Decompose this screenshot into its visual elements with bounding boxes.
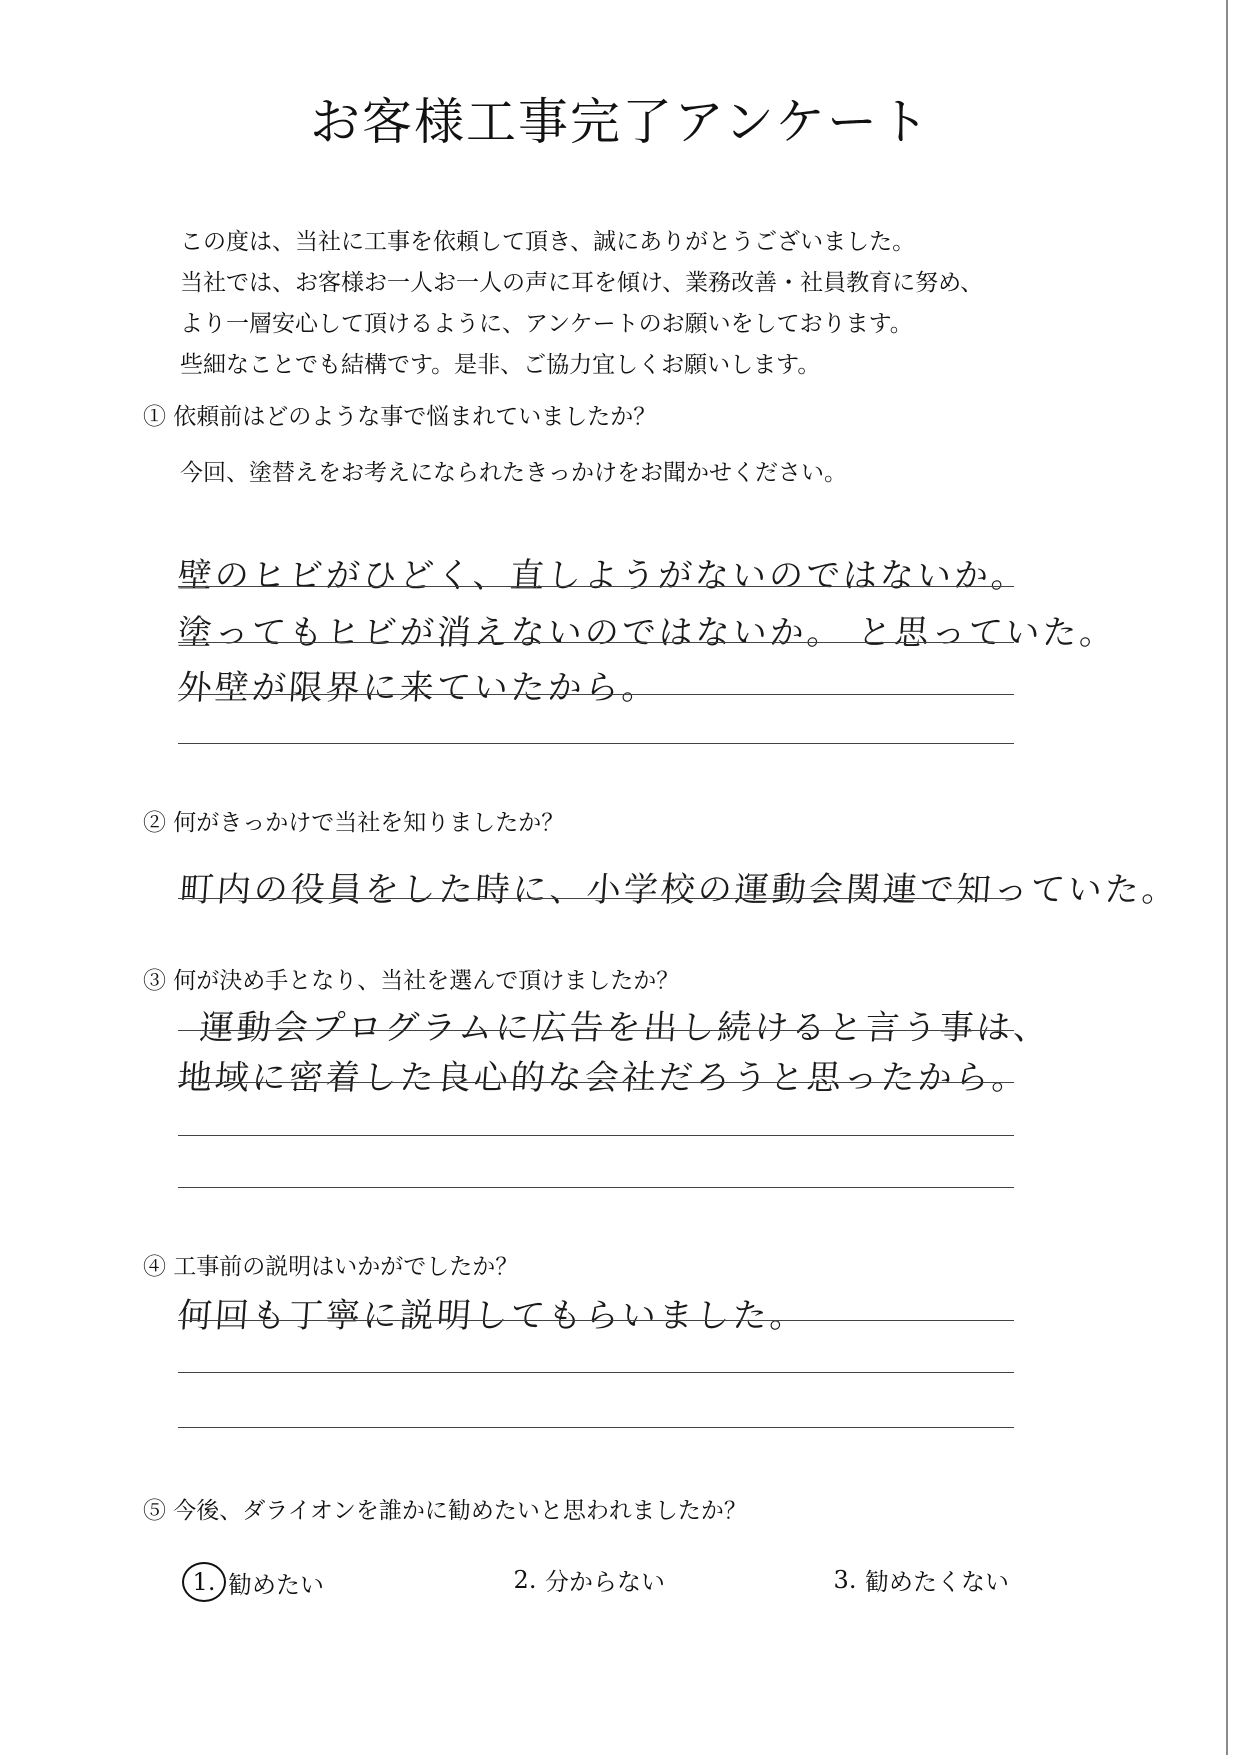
answer-3-line-1: 運動会プログラムに広告を出し続けると言う事は、 bbox=[198, 1008, 1052, 1048]
answer-1-line-1: 壁のヒビがひどく、直しようがないのではないか。 bbox=[176, 556, 1030, 596]
page-title: お客様工事完了アンケート bbox=[310, 93, 931, 151]
option-1[interactable] bbox=[182, 1562, 324, 1602]
intro-line: 当社では、お客様お一人お一人の声に耳を傾け、業務改善・社員教育に努め、 bbox=[180, 270, 984, 296]
answer-2-line-1: 町内の役員をした時に、小学校の運動会関連で知っていた。 bbox=[178, 870, 1181, 910]
option-2[interactable] bbox=[505, 1562, 665, 1597]
intro-paragraph bbox=[180, 222, 1160, 386]
answer-rule bbox=[178, 1320, 1014, 1321]
answer-rule bbox=[178, 1372, 1014, 1373]
option-number: 2. bbox=[513, 1565, 537, 1594]
answer-rule bbox=[178, 1427, 1014, 1428]
question-4: ④ 工事前の説明はいかがでしたか？ bbox=[143, 1254, 519, 1280]
scan-edge bbox=[1226, 0, 1228, 1755]
answer-rule bbox=[178, 586, 1014, 587]
answer-rule bbox=[178, 1082, 1014, 1083]
option-label: 勧めたい bbox=[228, 1570, 324, 1599]
answer-rule bbox=[178, 694, 1014, 695]
intro-line: 些細なことでも結構です。是非、ご協力宜しくお願いします。 bbox=[180, 352, 821, 378]
recommend-options bbox=[0, 1562, 1241, 1606]
answer-3-line-2: 地域に密着した良心的な会社だろうと思ったから。 bbox=[176, 1058, 1031, 1098]
intro-line: より一層安心して頂けるように、アンケートのお願いをしております。 bbox=[180, 311, 913, 337]
question-1-prompt: 今回、塗替えをお考えになられたきっかけをお聞かせください。 bbox=[180, 460, 847, 486]
question-2: ② 何がきっかけで当社を知りましたか？ bbox=[143, 810, 565, 836]
answer-1-line-2: 塗ってもヒビが消えないのではないか。 と思っていた。 bbox=[176, 613, 1118, 653]
answer-rule bbox=[178, 898, 1014, 899]
option-3[interactable] bbox=[825, 1562, 1009, 1597]
answer-4-line-1: 何回も丁寧に説明してもらいました。 bbox=[176, 1296, 809, 1336]
option-number-selected: 1. bbox=[182, 1562, 226, 1602]
question-1: ① 依頼前はどのような事で悩まれていましたか？ bbox=[143, 404, 657, 430]
answer-rule bbox=[178, 1187, 1014, 1188]
answer-1-line-3: 外壁が限界に来ていたから。 bbox=[176, 668, 661, 708]
option-number: 3. bbox=[833, 1565, 857, 1594]
option-label: 勧めたくない bbox=[865, 1568, 1009, 1596]
answer-rule bbox=[178, 1135, 1014, 1136]
option-label: 分からない bbox=[545, 1568, 665, 1596]
question-3: ③ 何が決め手となり、当社を選んで頂けましたか？ bbox=[143, 968, 680, 994]
answer-rule bbox=[178, 1030, 1014, 1031]
answer-rule bbox=[178, 743, 1014, 744]
question-5: ⑤ 今後、ダライオンを誰かに勧めたいと思われましたか？ bbox=[143, 1498, 747, 1524]
answer-rule bbox=[178, 642, 1014, 643]
intro-line: この度は、当社に工事を依頼して頂き、誠にありがとうございました。 bbox=[180, 229, 916, 255]
